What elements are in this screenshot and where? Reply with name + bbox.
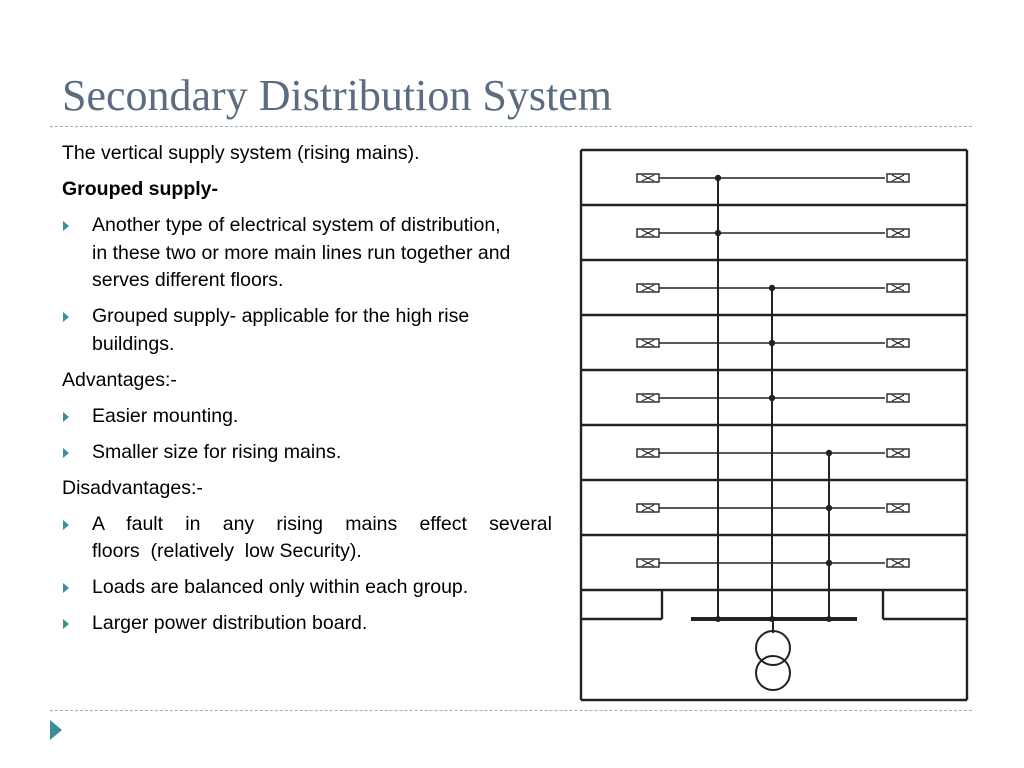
feeder-junction bbox=[826, 505, 832, 511]
disadvantages-heading: Disadvantages:- bbox=[62, 476, 203, 499]
triangle-bullet-icon bbox=[63, 520, 69, 530]
feeder-junction bbox=[715, 230, 721, 236]
bullet-text: Another type of electrical system of distribution, in these two or more main lines run together and serves different floors. bbox=[92, 214, 511, 291]
advantages-heading: Advantages:- bbox=[62, 368, 177, 391]
transformer-winding-icon bbox=[756, 656, 790, 690]
slide-arrow-icon bbox=[50, 720, 62, 740]
bullet-text: A fault in any rising mains effect several bbox=[92, 512, 552, 535]
feeder-junction bbox=[769, 395, 775, 401]
bullet-text: Easier mounting. bbox=[92, 404, 239, 427]
grouped-heading: Grouped supply- bbox=[62, 178, 218, 200]
intro-text: The vertical supply system (rising mains). bbox=[62, 142, 420, 164]
footer-divider bbox=[50, 710, 972, 711]
slide-title: Secondary Distribution System bbox=[62, 71, 612, 120]
triangle-bullet-icon bbox=[63, 583, 69, 593]
triangle-bullet-icon bbox=[63, 221, 69, 231]
triangle-bullet-icon bbox=[63, 619, 69, 629]
bullet-item bbox=[62, 610, 552, 638]
bullet-item bbox=[62, 303, 552, 358]
bullet-text: Grouped supply- applicable for the high rise buildings. bbox=[92, 305, 470, 355]
triangle-bullet-icon bbox=[63, 448, 69, 458]
feeder-junction bbox=[715, 175, 721, 181]
feeder-junction bbox=[769, 285, 775, 291]
bullet-text: Smaller size for rising mains. bbox=[92, 440, 342, 463]
bullet-item bbox=[62, 511, 552, 566]
triangle-bullet-icon bbox=[63, 312, 69, 322]
bullet-item bbox=[62, 439, 552, 467]
rising-mains-diagram bbox=[575, 145, 975, 705]
bullet-text: Larger power distribution board. bbox=[92, 612, 368, 634]
busbar-junction bbox=[769, 616, 775, 622]
busbar-junction bbox=[715, 616, 721, 622]
busbar-junction bbox=[826, 616, 832, 622]
feeder-junction bbox=[769, 340, 775, 346]
bullet-item bbox=[62, 574, 552, 602]
feeder-junction bbox=[826, 560, 832, 566]
feeder-junction bbox=[826, 450, 832, 456]
title-divider bbox=[50, 126, 972, 127]
bullet-text: Loads are balanced only within each group. bbox=[92, 576, 469, 598]
bullet-item bbox=[62, 403, 552, 431]
bullet-item bbox=[62, 212, 552, 295]
text-column bbox=[62, 140, 552, 646]
bullet-text-continued: floors (relatively low Security). bbox=[92, 540, 362, 562]
triangle-bullet-icon bbox=[63, 412, 69, 422]
